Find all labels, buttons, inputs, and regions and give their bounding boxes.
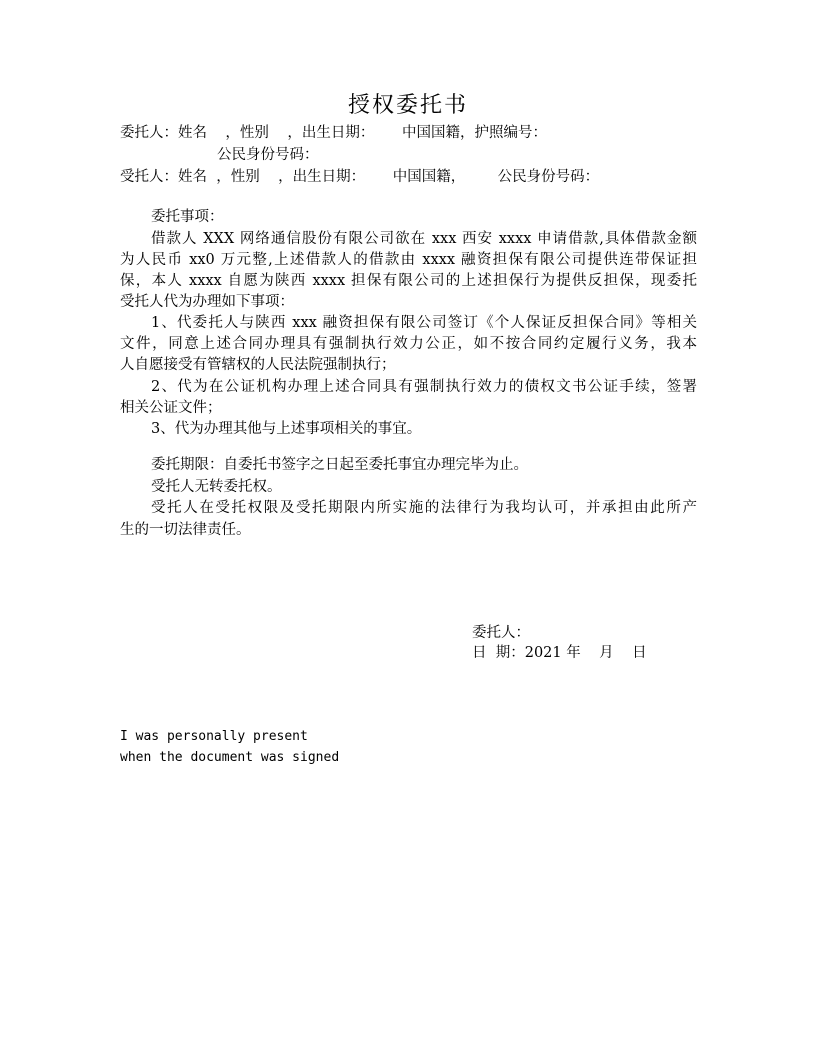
matters-line: 文件，同意上述合同办理具有强制执行效力公正，如不按合同约定履行义务，我本 bbox=[120, 336, 697, 352]
principal-line: 委托人：姓名 ，性别 ，出生日期： 中国国籍，护照编号： bbox=[120, 125, 548, 141]
agent-line: 受托人：姓名 ，性别 ，出生日期： 中国国籍， 公民身份号码： bbox=[120, 169, 600, 185]
matters-line: 为人民币 xx0 万元整,上述借款人的借款由 xxxx 融资担保有限公司提供连带保证担 bbox=[120, 252, 697, 268]
matters-line: 人自愿接受有管辖权的人民法院强制执行； bbox=[120, 357, 396, 373]
matters-line: 受托人代为办理如下事项： bbox=[120, 294, 294, 310]
signature-date: 日 期：2021 年 月 日 bbox=[472, 645, 647, 661]
term-line: 生的一切法律责任。 bbox=[120, 522, 251, 538]
presence-note: I was personally present bbox=[120, 729, 308, 744]
matters-line: 借款人 XXX 网络通信股份有限公司欲在 xxx 西安 xxxx 申请借款,具体借款金额 bbox=[151, 231, 697, 247]
document-title: 授权委托书 bbox=[347, 93, 468, 118]
presence-note: when the document was signed bbox=[120, 750, 340, 765]
matters-line: 相关公证文件； bbox=[120, 400, 222, 416]
term-line: 受托人无转委托权。 bbox=[151, 479, 282, 495]
matters-line: 保，本人 xxxx 自愿为陕西 xxxx 担保有限公司的上述担保行为提供反担保，现委托 bbox=[120, 273, 697, 289]
term-line: 受托人在受托权限及受托期限内所实施的法律行为我均认可，并承担由此所产 bbox=[151, 500, 697, 516]
matters-line: 1、代委托人与陕西 xxx 融资担保有限公司签订《个人保证反担保合同》等相关 bbox=[151, 315, 697, 331]
term-line: 委托期限：自委托书签字之日起至委托事宜办理完毕为止。 bbox=[151, 457, 528, 473]
matters-heading: 委托事项： bbox=[151, 209, 224, 225]
principal-id-line: 公民身份号码： bbox=[217, 147, 319, 163]
matters-line: 3、代为办理其他与上述事项相关的事宜。 bbox=[151, 421, 422, 437]
principal-signature-label: 委托人： bbox=[472, 625, 530, 641]
matters-line: 2、代为在公证机构办理上述合同具有强制执行效力的债权文书公证手续，签署 bbox=[151, 379, 697, 395]
